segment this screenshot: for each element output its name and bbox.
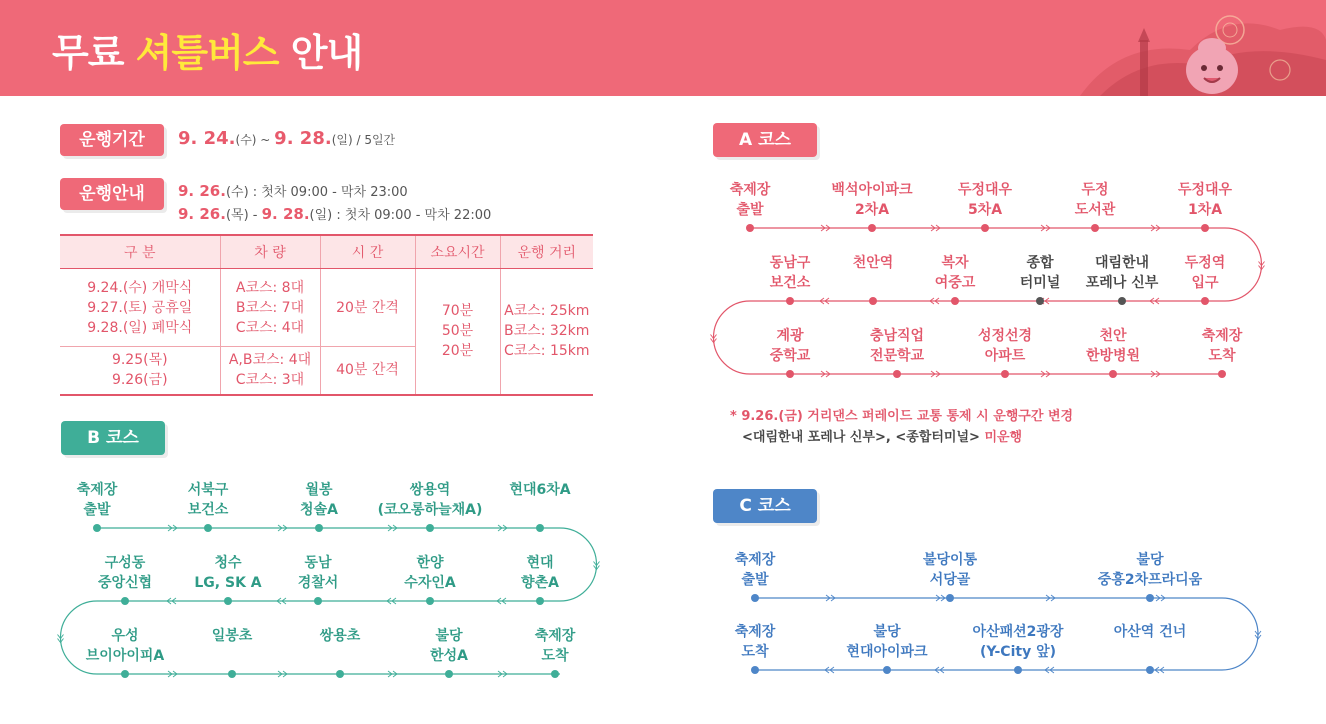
course-b-stop-marker [204, 524, 212, 532]
guide-line2-date-start: 9. 26. [178, 205, 226, 223]
course-a-stop-label: 복자 여중고 [934, 255, 976, 291]
course-a-stop-marker [786, 297, 794, 305]
period-start-dow: (수) [235, 133, 257, 147]
course-a-stop-label: 축제장 출발 [729, 182, 771, 218]
route-distances: A코스: 25km B코스: 32km C코스: 15km [503, 303, 590, 360]
course-c-stop-marker [751, 594, 759, 602]
course-b-stop-marker [536, 524, 544, 532]
period-duration: / 5일간 [352, 133, 396, 147]
course-b-stop-marker [551, 670, 559, 678]
route-change-notice [730, 406, 1073, 448]
title-suffix: 안내 [278, 31, 363, 75]
period-start: 9. 24. [178, 128, 236, 149]
course-a-stop-label: 두정 도서관 [1074, 182, 1116, 218]
course-c-badge: C 코스 [713, 489, 817, 523]
course-c-stop-label: 아산역 건너 [1113, 624, 1187, 640]
course-a-badge: A 코스 [713, 123, 817, 157]
col-header-category: 구 분 [60, 235, 220, 269]
row1-interval: 20분 간격 [336, 299, 399, 316]
guide-line2-date-end: 9. 28. [261, 205, 310, 223]
row1-days: 9.24.(수) 개막식 9.27.(토) 공휴일 9.28.(일) 폐막식 [87, 279, 193, 336]
course-b-stop-label: 서북구 보건소 [187, 482, 229, 518]
course-c-stop-label: 축제장 출발 [734, 552, 776, 588]
course-a-stop-marker [786, 370, 794, 378]
col-header-interval: 시 간 [320, 235, 415, 269]
course-b-stop-marker [426, 597, 434, 605]
period-end-dow: (일) [331, 133, 353, 147]
course-a-stop-marker [869, 297, 877, 305]
course-a-stop-marker [868, 224, 876, 232]
course-c-stop-marker [883, 666, 891, 674]
course-b-stop-label: 한양 수자인A [404, 555, 456, 591]
course-a-stop-label: 천안역 [852, 255, 894, 271]
course-a-stop-marker [1091, 224, 1099, 232]
course-c-stop-marker [1146, 594, 1154, 602]
course-a-stop-label: 충남직업 전문학교 [869, 328, 925, 364]
guide-line2-mid: (목) - [225, 208, 262, 223]
course-a-stop-marker [981, 224, 989, 232]
course-a-stop-marker [1109, 370, 1117, 378]
course-b-stop-marker [445, 670, 453, 678]
course-a-stop-label: 동남구 보건소 [769, 255, 811, 291]
course-b-stop-label: 현대 향촌A [521, 555, 559, 591]
notice-line-2-stops: <대림한내 포레나 신부>, <종합터미널> [742, 430, 985, 445]
course-a-stop-label: 백석아이파크 2차A [831, 182, 913, 218]
course-a-stop-label: 두정역 입구 [1184, 255, 1226, 291]
operation-period-badge: 운행기간 [60, 124, 164, 156]
col-header-vehicles: 차 량 [220, 235, 320, 269]
course-c-stop-label: 불당이통 서당골 [922, 552, 978, 588]
course-b-stop-label: 청수 LG, SK A [194, 555, 262, 591]
course-a-stop-marker [1201, 297, 1209, 305]
course-a-stop-label: 축제장 도착 [1201, 328, 1243, 364]
course-a-stop-label: 두정대우 1차A [1177, 182, 1233, 218]
course-a-stop-marker [1201, 224, 1209, 232]
course-a-stop-label: 종합 터미널 [1019, 255, 1061, 291]
guide-line2-rest: (일) : 첫차 09:00 - 막차 22:00 [309, 208, 492, 223]
course-b-badge: B 코스 [61, 421, 165, 455]
course-b-stop-label: 구성동 중앙신협 [97, 555, 153, 591]
course-a-stop-marker [746, 224, 754, 232]
course-b-stop-marker [314, 597, 322, 605]
row2-vehicles: A,B코스: 4대 C코스: 3대 [228, 352, 312, 389]
course-c-stop-label: 불당 현대아이파크 [846, 624, 928, 660]
course-c-stop-marker [1014, 666, 1022, 674]
course-b-stop-label: 쌍용역 (코오롱하늘채A) [377, 482, 483, 518]
course-a-stop-label: 계광 중학교 [769, 328, 811, 364]
course-b-stop-label: 동남 경찰서 [297, 555, 339, 591]
course-b-stop-marker [228, 670, 236, 678]
row2-interval: 40분 간격 [336, 362, 399, 379]
period-separator: ~ [256, 133, 275, 147]
course-b-stop-label: 축제장 도착 [534, 628, 576, 664]
course-b-stop-marker [93, 524, 101, 532]
col-header-duration: 소요시간 [415, 235, 500, 269]
course-b-stop-label: 우성 브이아이피A [85, 628, 165, 664]
course-b-stop-label: 현대6차A [509, 482, 571, 498]
guide-line1-rest: (수) : 첫차 09:00 - 막차 23:00 [225, 185, 408, 200]
course-b-stop-label: 쌍용초 [319, 628, 361, 644]
notice-line-2-status: 미운행 [984, 430, 1023, 445]
course-b-stop-marker [224, 597, 232, 605]
course-a-stop-label: 성정선경 아파트 [977, 328, 1033, 364]
course-c-stop-label: 아산패션2광장 (Y-City 앞) [972, 624, 1064, 660]
course-a-stop-marker [951, 297, 959, 305]
title-prefix: 무료 [52, 31, 136, 75]
row2-days: 9.25(목) 9.26(금) [111, 352, 168, 389]
row1-vehicles: A코스: 8대 B코스: 7대 C코스: 4대 [235, 279, 305, 336]
course-a-stop-marker [1118, 297, 1126, 305]
course-b-stop-label: 불당 한성A [430, 628, 468, 664]
course-a-stop-label: 두정대우 5차A [957, 182, 1013, 218]
course-c-stop-label: 불당 중흥2차프라디움 [1097, 552, 1203, 588]
course-b-stop-marker [121, 597, 129, 605]
course-b-stop-marker [315, 524, 323, 532]
course-b-stop-label: 월봉 청솔A [300, 482, 338, 518]
course-a-stop-marker [1036, 297, 1044, 305]
operation-guide-badge: 운행안내 [60, 178, 164, 210]
course-c-stop-label: 축제장 도착 [734, 624, 776, 660]
course-a-stop-marker [1218, 370, 1226, 378]
course-c-stop-marker [751, 666, 759, 674]
course-b-stop-marker [536, 597, 544, 605]
course-c-stop-marker [946, 594, 954, 602]
period-end: 9. 28. [274, 128, 332, 149]
course-a-stop-marker [1001, 370, 1009, 378]
notice-line-1: * 9.26.(금) 거리댄스 퍼레이드 교통 통제 시 운행구간 변경 [730, 409, 1074, 424]
course-c-stop-marker [1146, 666, 1154, 674]
col-header-distance: 운행 거리 [500, 235, 593, 269]
course-a-stop-label: 천안 한방병원 [1085, 328, 1141, 364]
title-highlight: 셔틀버스 [135, 31, 279, 75]
course-b-stop-label: 일봉초 [211, 628, 253, 644]
course-b-stop-marker [336, 670, 344, 678]
course-b-stop-marker [121, 670, 129, 678]
guide-line1-date: 9. 26. [178, 182, 226, 200]
course-a-stop-marker [893, 370, 901, 378]
course-a-stop-label: 대림한내 포레나 신부 [1085, 255, 1159, 291]
course-b-stop-label: 축제장 출발 [76, 482, 118, 518]
course-b-stop-marker [426, 524, 434, 532]
route-durations: 70분 50분 20분 [441, 303, 474, 360]
